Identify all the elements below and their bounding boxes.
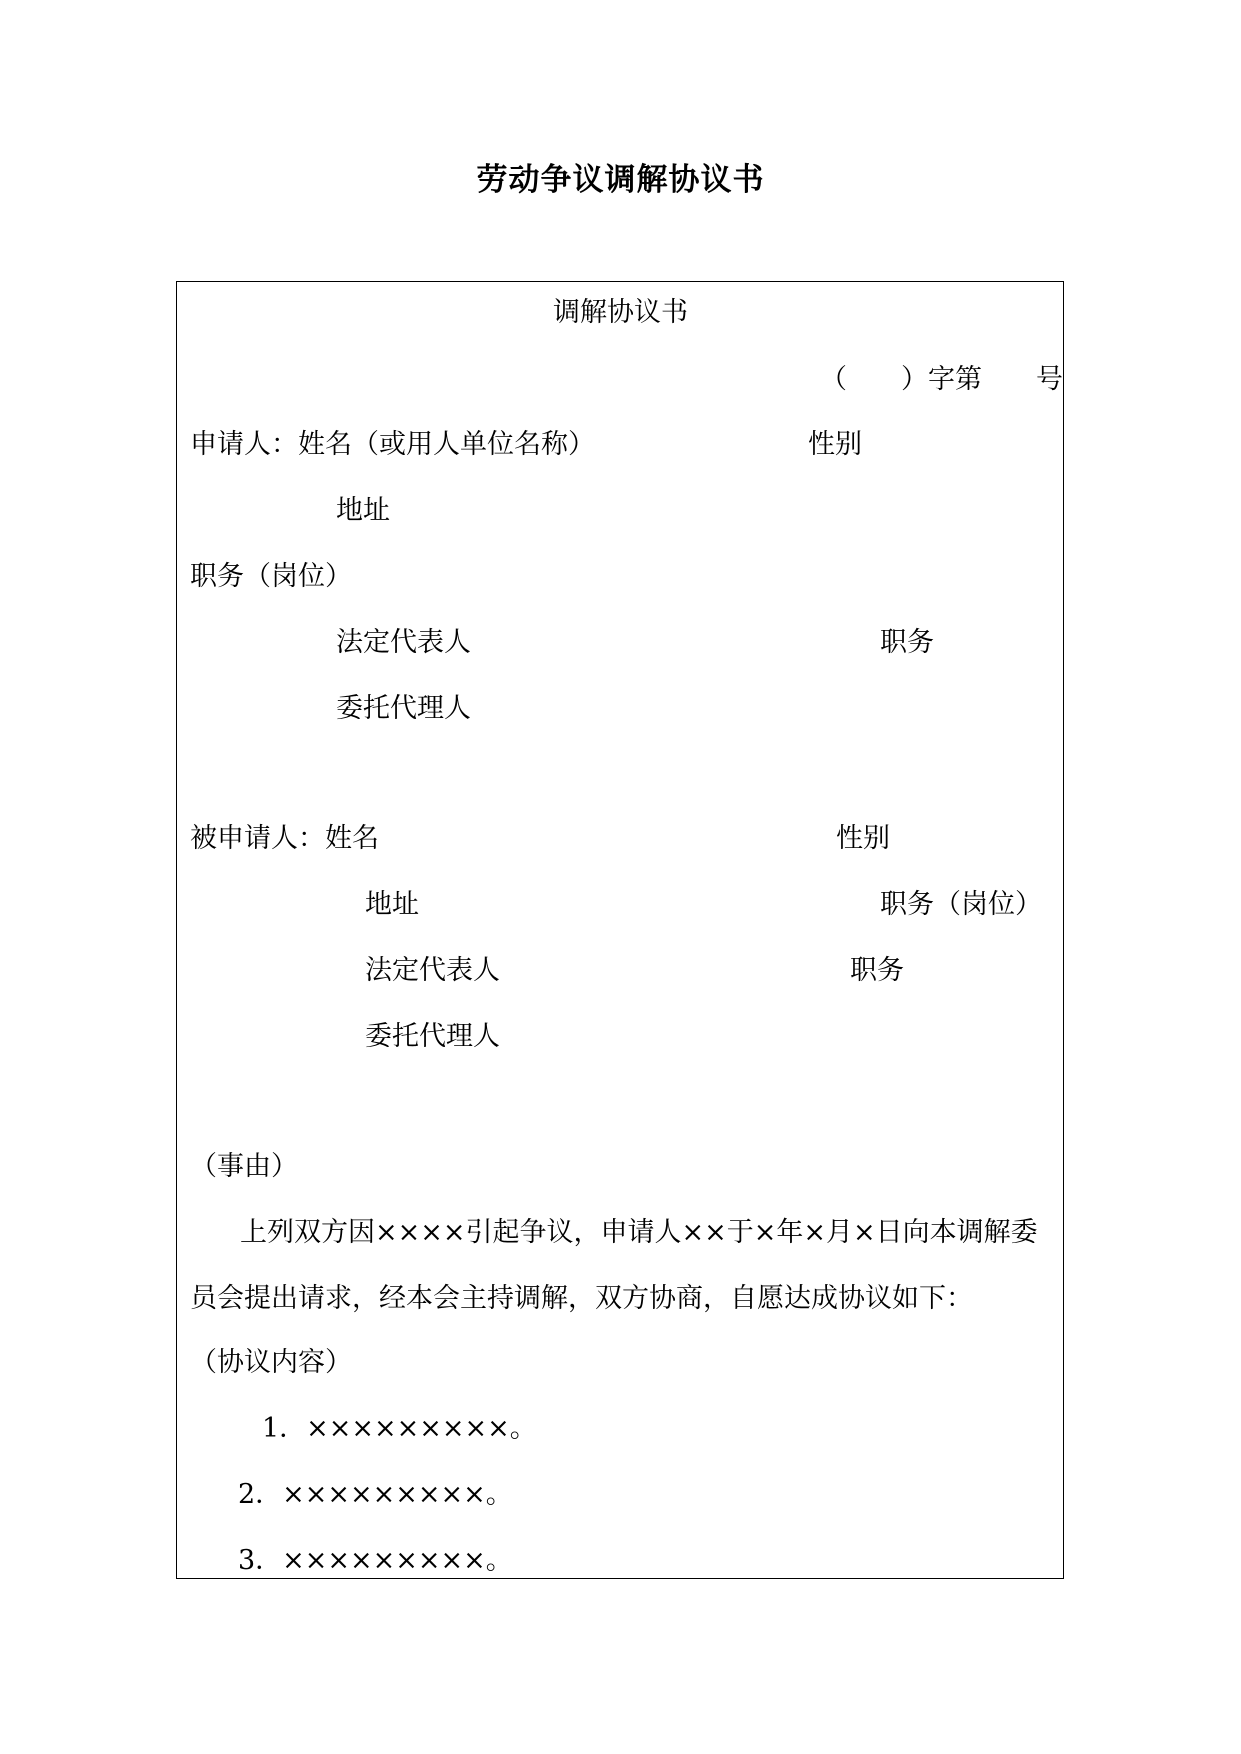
applicant-legal-rep-label: 法定代表人 <box>336 627 471 658</box>
applicant-gender-label: 性别 <box>808 429 862 460</box>
respondent-position-label: 职务（岗位） <box>880 889 1042 920</box>
agreement-item: 3．×××××××××。 <box>238 1545 513 1576</box>
cause-label: （事由） <box>190 1151 298 1182</box>
applicant-address-label: 地址 <box>336 495 390 526</box>
respondent-agent-label: 委托代理人 <box>365 1021 500 1052</box>
agreement-form <box>176 281 1064 1579</box>
respondent-name-label: 被申请人：姓名 <box>190 823 379 854</box>
form-heading: 调解协议书 <box>553 297 688 328</box>
applicant-agent-label: 委托代理人 <box>336 693 471 724</box>
respondent-address-label: 地址 <box>365 889 419 920</box>
page-title: 劳动争议调解协议书 <box>476 162 765 198</box>
body-line-2: 员会提出请求，经本会主持调解，双方协商，自愿达成协议如下： <box>190 1283 973 1314</box>
applicant-legal-rep-position-label: 职务 <box>880 627 934 658</box>
respondent-legal-rep-label: 法定代表人 <box>365 955 500 986</box>
applicant-name-label: 申请人：姓名（或用人单位名称） <box>190 429 595 460</box>
document-number: （ ）字第 号 <box>820 364 1063 395</box>
respondent-gender-label: 性别 <box>836 823 890 854</box>
agreement-item: 1．×××××××××。 <box>262 1413 537 1444</box>
body-line-1: 上列双方因××××引起争议，申请人××于×年×月×日向本调解委 <box>240 1217 1038 1248</box>
agreement-item: 2．×××××××××。 <box>238 1479 513 1510</box>
respondent-legal-rep-position-label: 职务 <box>850 955 904 986</box>
agreement-content-label: （协议内容） <box>190 1347 352 1378</box>
applicant-position-label: 职务（岗位） <box>190 561 352 592</box>
